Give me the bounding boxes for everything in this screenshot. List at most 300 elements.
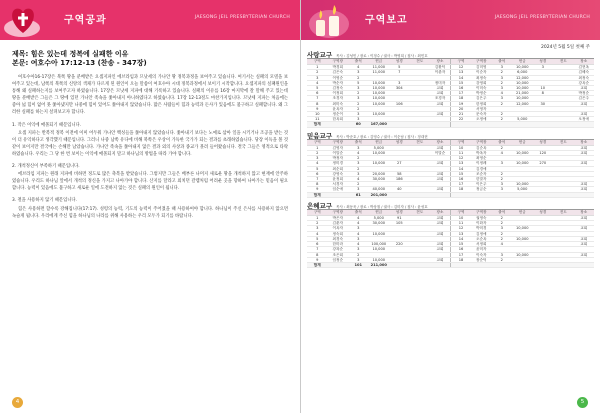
table-cell: 조경자 — [328, 96, 349, 101]
table-cell: 12 — [451, 65, 472, 70]
total-cell — [471, 122, 492, 127]
total-cell — [553, 122, 574, 127]
column-header: 헌금 — [512, 210, 533, 216]
table-cell: 정금순 — [471, 187, 492, 192]
table-cell: 120 — [533, 151, 554, 156]
total-cell: 합계 — [307, 122, 328, 127]
lesson-text — [12, 74, 288, 220]
table-cell: 10,000 — [369, 161, 390, 166]
section-title: 구역보고 — [365, 15, 408, 26]
table-cell: 58 — [389, 171, 410, 176]
table-cell: 16 — [451, 247, 472, 252]
table-cell: 13 — [451, 231, 472, 236]
candles-icon — [307, 0, 353, 40]
table-cell: 2 — [492, 171, 513, 176]
table-cell: 교회 — [574, 252, 595, 257]
lesson-point-heading: 3. 철을 사용하지 않기 때문입니다. — [12, 198, 77, 204]
table-cell: 10 — [307, 112, 328, 117]
district-leaders: 목사 : 김성민 / 장로 : 이정수 / 권사 : 박영희 / 집사 : 최민호 — [336, 54, 428, 58]
table-cell: 9 — [307, 257, 328, 262]
column-header: 전도 — [410, 210, 431, 216]
table-cell: 4 — [492, 151, 513, 156]
total-cell — [574, 192, 595, 197]
table-cell: 3 — [492, 65, 513, 70]
table-cell: 3 — [348, 257, 369, 262]
table-cell: 3 — [348, 187, 369, 192]
table-cell: 3 — [348, 236, 369, 241]
lesson-paragraph: 여호수아16-17장은 북쪽 땅을 분배받은 요셉지파인 에브라임과 므낫세의 가나안 땅 정복과정을 보여주고 있습니다. 여기서는 실패의 모델을 보여주고 있는데, 남쪽의 북쪽의 신앙의 색채가 다르게 된 원인이 오늘 말씀이 여호수아 시대 정복과정에서 보이기 시작합니다. 요셉지파의 실패원인을 통해 왜 실패하는지를 보여주고자 하였습니다. 17장은 므낫세 지파에 대해 기록하고 있습니다. 실패의 이유를 16장 마지막에 잘 말해 주고 있는데 땅을 분배받은 그들은 그 땅에 있던 가나안 족속을 쫓아내지 아니하였다고 하였습니다. 17장 12-13절도 마찬가지입니다. 므낫세 지파는 처음에는 좋아 넓 힘이 없어 못 쫓아냈지만 나중에 힘이 있어도 쫓아내지 않았습니다. 많은 사람들이 힘과 능력과 돈사가 있음에도 불구하고 실패합니다. 왜 그러한 실패를 하는지 살펴보고자 합니다. — [12, 75, 288, 116]
table-cell: 100,000 — [369, 242, 390, 247]
table-cell: 304 — [389, 86, 410, 91]
table-cell: 조경자 — [430, 96, 451, 101]
total-cell: 201,000 — [369, 192, 390, 197]
table-cell: 10 — [451, 216, 472, 221]
table-cell: 2 — [348, 106, 369, 111]
table-cell: 30,000 — [369, 177, 390, 182]
table-cell: 8 — [533, 91, 554, 96]
table-cell: 12 — [451, 226, 472, 231]
table-cell: 2 — [492, 257, 513, 262]
column-header: 구역장 — [471, 59, 492, 65]
total-cell — [430, 262, 451, 267]
table-cell: 4 — [348, 216, 369, 221]
table-cell: 4 — [348, 242, 369, 247]
table-cell: 2 — [492, 101, 513, 106]
column-header: 헌금 — [369, 59, 390, 65]
table-cell: 3 — [348, 86, 369, 91]
table-cell: 이순자 — [471, 70, 492, 75]
table-cell: 11 — [451, 221, 472, 226]
table-cell: 11 — [307, 117, 328, 122]
column-header: 성경 — [533, 140, 554, 146]
table-cell: 최순희 — [328, 166, 349, 171]
table-cell: 이말순 — [328, 151, 349, 156]
table-cell: 교회 — [430, 145, 451, 150]
total-cell — [512, 122, 533, 127]
column-header: 구역장 — [471, 210, 492, 216]
table-cell: 10,000 — [512, 65, 533, 70]
table-cell: 5 — [307, 166, 328, 171]
table-cell: 19 — [451, 101, 472, 106]
table-cell: 2 — [492, 145, 513, 150]
table-cell: 7 — [307, 177, 328, 182]
lesson-point-heading: 2. 개척정신이 부족하기 때문입니다. — [12, 164, 80, 170]
section-title: 구역공과 — [64, 15, 107, 26]
column-header: 출석 — [348, 210, 369, 216]
table-cell: 5 — [389, 65, 410, 70]
total-cell — [492, 122, 513, 127]
table-cell: 10,000 — [512, 226, 533, 231]
table-cell: 박은자 — [328, 216, 349, 221]
table-cell: 2 — [307, 70, 328, 75]
table-cell: 박옥자 — [471, 151, 492, 156]
column-header: 장소 — [574, 210, 595, 216]
column-header: 헌금 — [369, 140, 390, 146]
table-cell: 2 — [492, 70, 513, 75]
district-table — [307, 210, 594, 268]
column-header: 성경 — [533, 210, 554, 216]
lesson-title: 제목: 힘은 있는데 정복에 실패한 이유 — [12, 50, 129, 58]
column-header: 구역장 — [328, 59, 349, 65]
column-header: 전도 — [553, 140, 574, 146]
table-cell: 9 — [307, 106, 328, 111]
table-cell: 한정희 — [471, 101, 492, 106]
table-cell: 4 — [348, 65, 369, 70]
total-cell: 합계 — [307, 262, 328, 267]
column-header: 성경 — [389, 59, 410, 65]
table-cell: 김환덕 — [430, 65, 451, 70]
table-cell: 교회 — [574, 86, 595, 91]
table-cell: 7 — [389, 70, 410, 75]
table-cell: 4 — [348, 151, 369, 156]
table-cell: 임정순 — [328, 257, 349, 262]
column-header: 구역장 — [328, 140, 349, 146]
table-cell: 교회 — [574, 151, 595, 156]
table-cell: 김현옥 — [574, 65, 595, 70]
total-cell — [574, 122, 595, 127]
table-cell: 2 — [492, 231, 513, 236]
table-cell: 한미라 — [328, 242, 349, 247]
table-cell: 106 — [389, 101, 410, 106]
column-header: 출석 — [492, 59, 513, 65]
table-cell: 10,000 — [369, 231, 390, 236]
table-cell: 9 — [307, 187, 328, 192]
table-cell: 이옥자 — [328, 226, 349, 231]
table-cell: 270 — [533, 161, 554, 166]
table-cell: 윤옥자 — [328, 106, 349, 111]
report-date: 2024년 5월 5일 첫째 주 — [541, 45, 590, 50]
table-cell: 10,000 — [369, 80, 390, 85]
total-cell — [451, 122, 472, 127]
table-cell: 3 — [492, 75, 513, 80]
table-cell: 이말순 — [430, 151, 451, 156]
table-cell: 11,000 — [369, 70, 390, 75]
total-cell: 167,000 — [369, 122, 390, 127]
table-cell: 김경애 — [471, 166, 492, 171]
table-cell: 4 — [307, 231, 328, 236]
table-cell: 17 — [451, 252, 472, 257]
table-cell: 10,000 — [369, 101, 390, 106]
table-cell: 교회 — [574, 242, 595, 247]
table-cell: 이춘자 — [430, 70, 451, 75]
table-cell: 교회 — [430, 187, 451, 192]
table-total-row — [307, 122, 594, 127]
table-cell: 2 — [348, 252, 369, 257]
total-cell — [451, 262, 472, 267]
table-cell: 오정애 — [574, 117, 595, 122]
table-cell: 3 — [348, 145, 369, 150]
table-cell: 김은주 — [471, 96, 492, 101]
column-header: 출석 — [348, 59, 369, 65]
table-cell: 교회 — [430, 177, 451, 182]
table-cell: 5,000 — [512, 187, 533, 192]
table-cell: 3 — [307, 75, 328, 80]
table-cell: 서경자 — [328, 182, 349, 187]
table-cell: 3 — [348, 247, 369, 252]
total-cell — [430, 192, 451, 197]
table-cell: 5,000 — [369, 216, 390, 221]
total-cell — [553, 262, 574, 267]
table-cell: 서정희 — [471, 242, 492, 247]
column-header: 출석 — [492, 140, 513, 146]
table-cell: 14 — [451, 236, 472, 241]
table-cell: 5 — [307, 236, 328, 241]
table-cell: 10,000 — [512, 151, 533, 156]
table-cell: 조은희 — [328, 252, 349, 257]
column-header: 성경 — [389, 140, 410, 146]
column-header: 성경 — [533, 59, 554, 65]
total-cell — [328, 262, 349, 267]
table-cell: 정숙희 — [328, 231, 349, 236]
district-header — [307, 201, 594, 210]
table-cell: 3 — [492, 252, 513, 257]
district-leaders: 목사 : 최동욱 / 장로 : 박상철 / 권사 : 김미자 / 집사 : 윤성호 — [336, 204, 428, 209]
table-cell: 박정순 — [471, 91, 492, 96]
table-cell: 12 — [451, 156, 472, 161]
right-page — [300, 0, 600, 413]
table-cell: 8 — [307, 182, 328, 187]
table-cell: 이화자 — [471, 221, 492, 226]
table-cell: 김은숙 — [328, 70, 349, 75]
total-cell — [389, 192, 410, 197]
table-cell: 10 — [533, 86, 554, 91]
table-cell: 10,000 — [369, 112, 390, 117]
column-header: 구역 — [307, 210, 328, 216]
table-cell: 10,000 — [512, 236, 533, 241]
table-cell: 최영순 — [471, 156, 492, 161]
total-cell — [410, 122, 431, 127]
district-section — [307, 201, 594, 268]
table-cell: 4 — [492, 242, 513, 247]
table-cell: 4 — [492, 91, 513, 96]
table-cell: 11,000 — [369, 65, 390, 70]
column-header: 구역 — [451, 59, 472, 65]
district-table — [307, 140, 594, 198]
table-cell: 김춘자 — [328, 221, 349, 226]
table-cell: 1 — [307, 216, 328, 221]
table-cell: 40 — [389, 187, 410, 192]
table-cell: 김영자 — [328, 145, 349, 150]
table-cell: 10,000 — [512, 161, 533, 166]
table-cell: 교회 — [574, 182, 595, 187]
table-cell: 임순애 — [328, 187, 349, 192]
table-cell: 교회 — [430, 216, 451, 221]
column-header: 헌금 — [512, 140, 533, 146]
church-name: JAESONG JEIL PRESBYTERIAN CHURCH — [494, 15, 590, 20]
table-cell: 교회 — [430, 161, 451, 166]
table-cell: 3 — [492, 182, 513, 187]
table-cell: 3 — [492, 187, 513, 192]
table-cell: 오정애 — [471, 117, 492, 122]
table-cell: 20,000 — [369, 171, 390, 176]
total-cell — [492, 262, 513, 267]
total-cell — [328, 122, 349, 127]
table-cell: 18 — [451, 187, 472, 192]
table-cell: 1 — [307, 65, 328, 70]
table-cell: 최정숙 — [471, 75, 492, 80]
table-cell: 교회 — [430, 91, 451, 96]
table-cell: 186 — [389, 177, 410, 182]
table-cell: 최정숙 — [574, 75, 595, 80]
table-cell: 교회 — [430, 101, 451, 106]
table-cell: 강복순 — [328, 247, 349, 252]
table-cell: 16 — [451, 86, 472, 91]
total-cell — [553, 192, 574, 197]
column-header: 출석 — [492, 210, 513, 216]
column-header: 헌금 — [369, 210, 390, 216]
table-cell: 11 — [451, 151, 472, 156]
district-section — [307, 50, 594, 128]
table-cell: 한말자 — [471, 177, 492, 182]
lesson-point-heading: 1. 작은 이익에 매몰되기 때문입니다. — [12, 122, 82, 128]
table-cell: 10,000 — [369, 91, 390, 96]
district-header — [307, 50, 594, 59]
column-header: 구역 — [451, 140, 472, 146]
table-cell: 15 — [451, 171, 472, 176]
table-cell: 권영숙 — [471, 216, 492, 221]
table-cell: 교회 — [574, 145, 595, 150]
total-cell — [512, 262, 533, 267]
table-cell: 이숙자 — [471, 252, 492, 257]
total-cell — [328, 192, 349, 197]
table-cell: 21,000 — [512, 91, 533, 96]
total-cell — [533, 192, 554, 197]
table-cell: 박미경 — [471, 226, 492, 231]
table-cell: 3 — [307, 156, 328, 161]
table-cell: 3 — [492, 86, 513, 91]
table-cell: 2 — [307, 151, 328, 156]
table-cell: 21 — [451, 112, 472, 117]
table-cell: 교회 — [430, 231, 451, 236]
table-cell: 6 — [307, 242, 328, 247]
table-cell: 2 — [348, 182, 369, 187]
table-cell: 2 — [348, 91, 369, 96]
lesson-body — [0, 40, 300, 220]
table-cell: 4 — [348, 231, 369, 236]
table-cell: 10,000 — [369, 151, 390, 156]
table-cell: 10,000 — [512, 96, 533, 101]
table-cell: 10,000 — [369, 96, 390, 101]
table-cell: 5 — [348, 80, 369, 85]
table-cell: 10,000 — [512, 80, 533, 85]
table-cell: 3 — [348, 96, 369, 101]
table-cell: 이은주 — [471, 182, 492, 187]
table-cell: 교회 — [574, 216, 595, 221]
table-cell: 4 — [307, 80, 328, 85]
total-cell — [430, 122, 451, 127]
table-cell: 4 — [307, 161, 328, 166]
table-cell: 강옥순 — [574, 80, 595, 85]
table-cell: 3 — [389, 80, 410, 85]
total-cell — [533, 122, 554, 127]
page-number-right: 5 — [577, 397, 588, 408]
table-cell: 14 — [451, 75, 472, 80]
table-cell: 20 — [451, 106, 472, 111]
table-cell: 2 — [492, 117, 513, 122]
table-cell: 6 — [307, 91, 328, 96]
column-header: 구역 — [307, 59, 328, 65]
table-cell: 김정애 — [471, 231, 492, 236]
table-cell: 2 — [348, 166, 369, 171]
table-cell: 91 — [389, 216, 410, 221]
table-cell: 15 — [451, 242, 472, 247]
total-cell — [533, 262, 554, 267]
column-header: 전도 — [553, 59, 574, 65]
column-header: 성경 — [389, 210, 410, 216]
column-header: 구역장 — [471, 140, 492, 146]
table-cell: 18 — [451, 257, 472, 262]
table-cell: 박경희 — [328, 65, 349, 70]
total-cell — [410, 262, 431, 267]
total-cell: 합계 — [307, 192, 328, 197]
table-cell: 2 — [348, 75, 369, 80]
table-cell: 정미자 — [430, 80, 451, 85]
table-cell: 정순이 — [328, 112, 349, 117]
table-cell: 조순자 — [471, 171, 492, 176]
district-name: 사랑교구 — [307, 51, 333, 59]
table-cell: 2 — [492, 80, 513, 85]
table-cell: 문숙자 — [471, 112, 492, 117]
table-cell: 김미영 — [471, 65, 492, 70]
column-header: 전도 — [553, 210, 574, 216]
table-cell: 3 — [307, 226, 328, 231]
table-cell: 교회 — [430, 171, 451, 176]
table-cell: 30,000 — [369, 221, 390, 226]
table-cell: 3 — [492, 96, 513, 101]
table-cell: 1 — [307, 145, 328, 150]
right-header — [301, 0, 600, 40]
lesson-paragraph: 힘은 사용하면 할수록 강해집니다(17:17). 성령의 능력, 기도의 능력이 주어졌을 때 사용하여야 합니다. 하나님이 주신 은사를 사용하지 않으면 녹슬게 됩니다. 우리에게 주신 힘을 하나님의 나라를 위해 사용하는 우리 모두가 되기를 바랍니다. — [12, 206, 288, 219]
table-cell: 15 — [451, 80, 472, 85]
table-cell: 6 — [307, 171, 328, 176]
table-cell: 교회 — [574, 187, 595, 192]
lesson-paragraph: 에브라임 지파는 원래 지파에 비하면 정도로 많은 축복을 받았습니다. 그렇지만 그들은 배부른 나머지 새로운 땅을 개척하지 않고 현재에 안주하였습니다. 우리도 하나님 앞에서 개척의 정신을 가지고 나아가야 합니다. 산지를 달라고 외치던 갈렙처럼 어려운 곳을 향하여 나아가는 믿음이 필요합니다. 능력이 있음에도 불구하고 새로운 일에 도전하지 않는 것은 실패의 원인이 됩니다. — [12, 172, 288, 192]
column-header: 장소 — [430, 210, 451, 216]
table-cell: 3 — [348, 171, 369, 176]
column-header: 전도 — [410, 140, 431, 146]
table-cell: 220 — [389, 242, 410, 247]
table-cell: 3 — [348, 161, 369, 166]
table-cell: 18 — [451, 96, 472, 101]
column-header: 장소 — [574, 140, 595, 146]
table-cell: 2 — [492, 236, 513, 241]
table-cell: 10,000 — [512, 252, 533, 257]
table-cell: 3 — [348, 112, 369, 117]
table-cell: 10,000 — [369, 86, 390, 91]
district-table — [307, 59, 594, 128]
district-name: 은혜교구 — [307, 201, 333, 210]
column-header: 장소 — [574, 59, 595, 65]
column-header: 헌금 — [512, 59, 533, 65]
total-cell — [574, 262, 595, 267]
column-header: 구역 — [451, 210, 472, 216]
total-cell — [389, 122, 410, 127]
column-header: 전도 — [410, 59, 431, 65]
table-cell: 10 — [451, 145, 472, 150]
total-cell — [512, 192, 533, 197]
column-header: 장소 — [430, 140, 451, 146]
table-cell: 4 — [348, 221, 369, 226]
table-cell: 이정례 — [471, 161, 492, 166]
district-header — [307, 131, 594, 140]
table-cell: 5,000 — [512, 117, 533, 122]
total-cell — [471, 262, 492, 267]
table-total-row — [307, 262, 594, 267]
table-cell: 윤미자 — [471, 247, 492, 252]
table-cell: 교회 — [430, 242, 451, 247]
table-cell: 박순자 — [328, 80, 349, 85]
table-cell: 2 — [492, 221, 513, 226]
